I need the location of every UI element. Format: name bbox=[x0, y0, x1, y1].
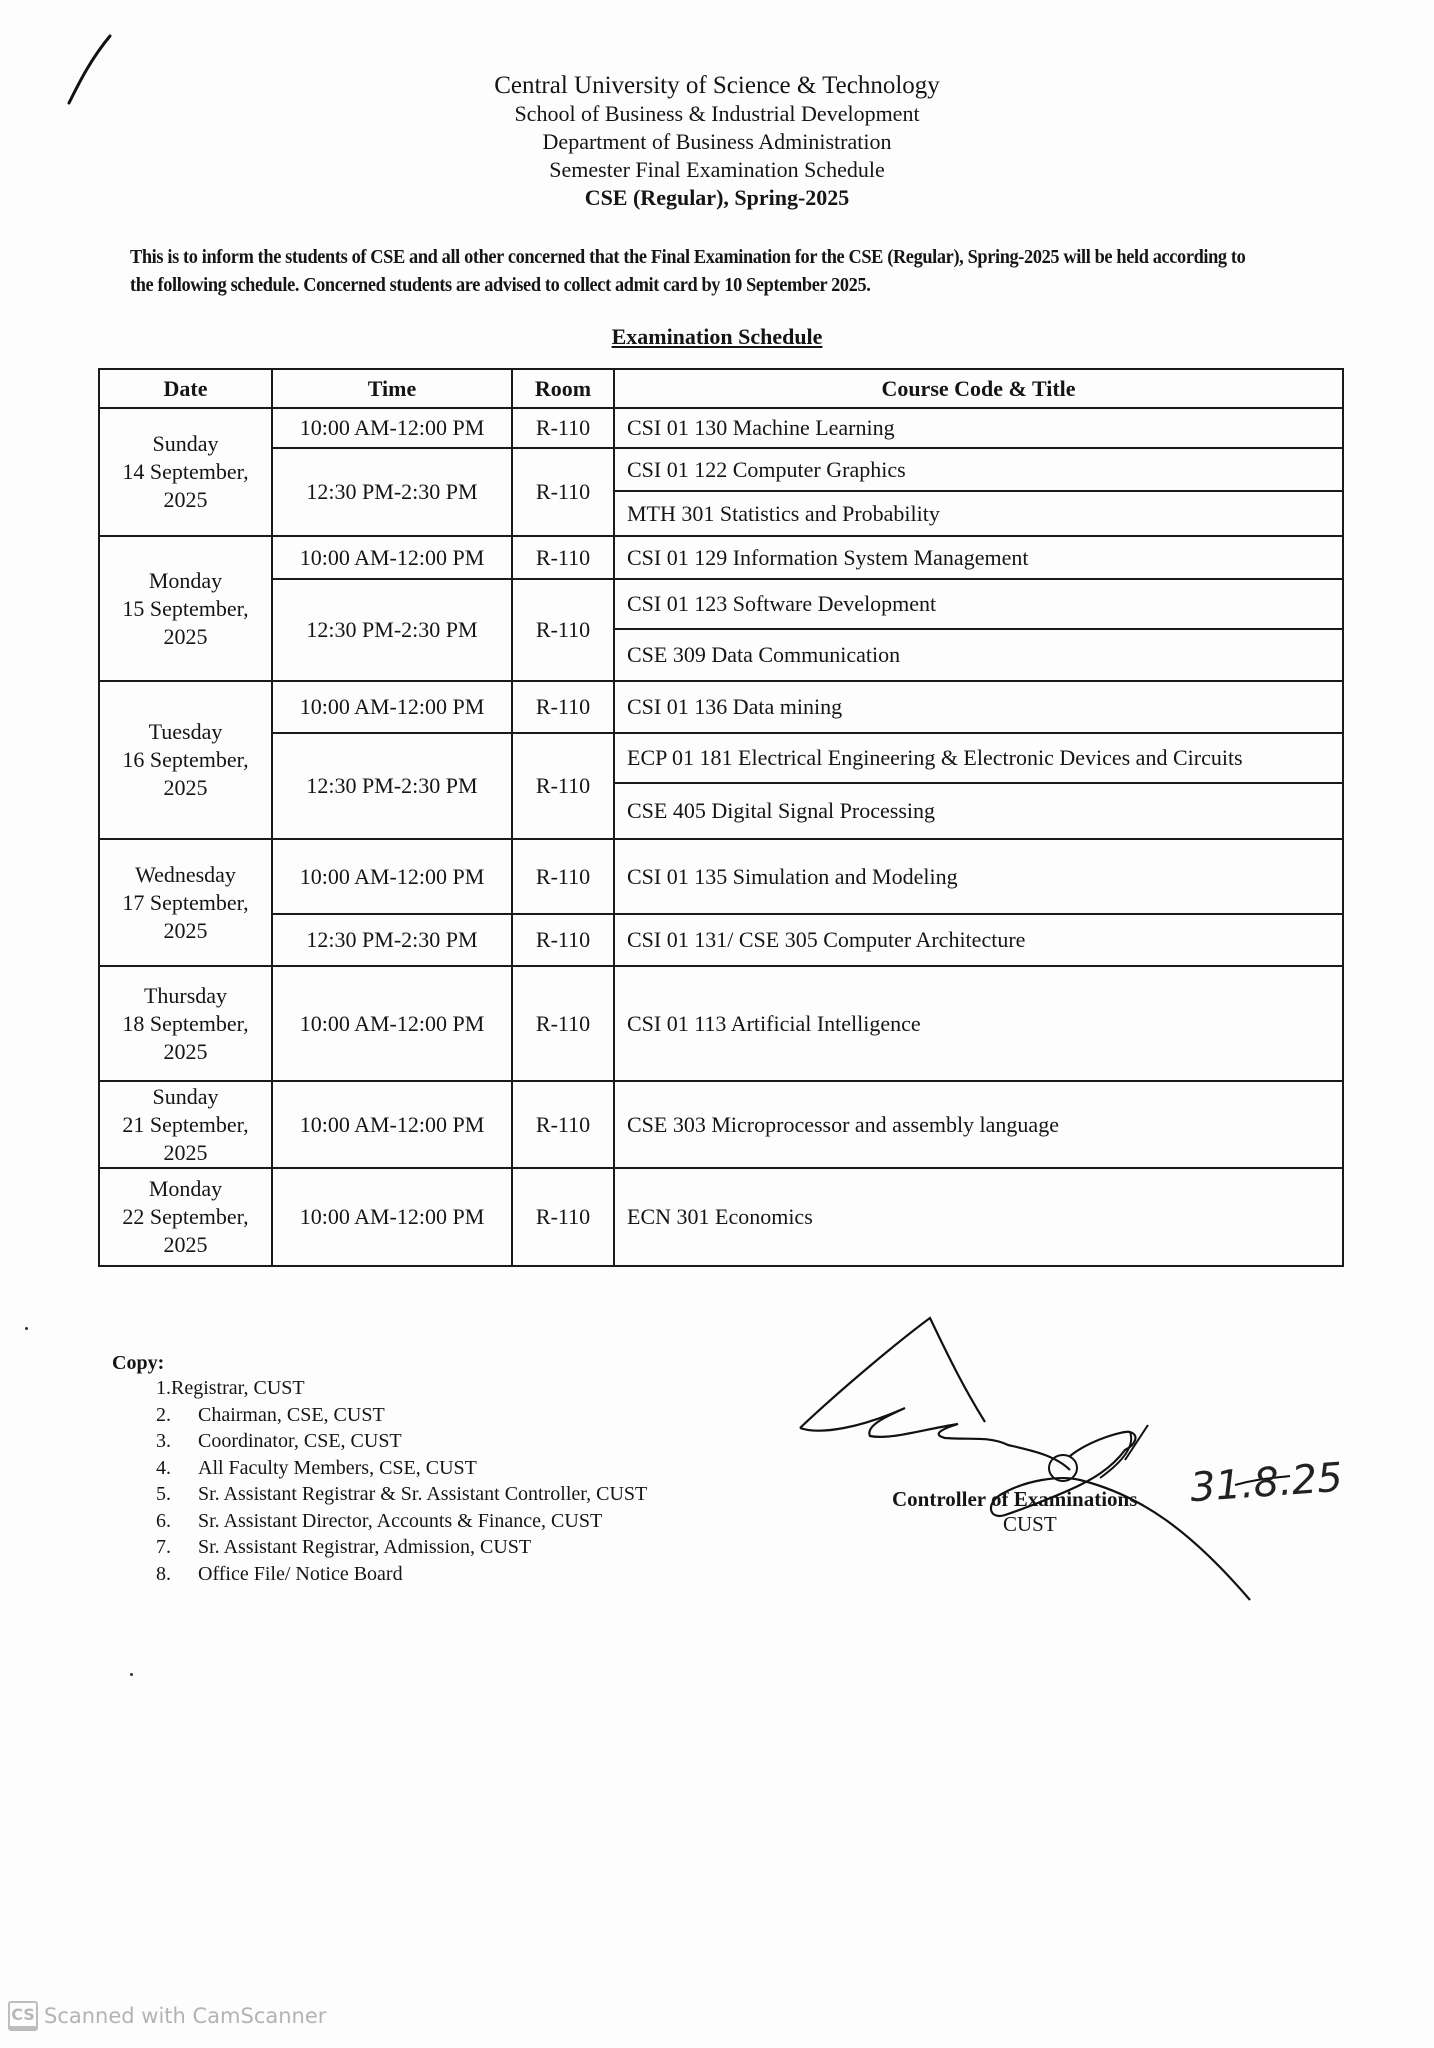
exam-date-cell bbox=[99, 536, 272, 681]
exam-date: 22 September, bbox=[122, 1204, 249, 1229]
exam-day: Thursday bbox=[143, 982, 228, 1008]
exam-time: 10:00 AM-12:00 PM bbox=[272, 536, 512, 579]
exam-time: 10:00 AM-12:00 PM bbox=[272, 1168, 512, 1266]
exam-time: 12:30 PM-2:30 PM bbox=[272, 914, 512, 966]
exam-year: 2025 bbox=[163, 1038, 208, 1064]
table-row bbox=[99, 408, 1343, 448]
exam-time: 12:30 PM-2:30 PM bbox=[272, 579, 512, 681]
document-header bbox=[0, 72, 1434, 212]
table-row bbox=[99, 579, 1343, 629]
exam-date: 14 September, bbox=[122, 459, 249, 484]
notice-text: This is to inform the students of CSE and all other concerned that the Final Examination for the CSE (Regular), Spring-2025 will be held according to the following schedule. Concerned students are advised to collect admit card by bbox=[130, 247, 1246, 296]
copy-recipient-number: 8. bbox=[156, 1562, 171, 1585]
exam-course: MTH 301 Statistics and Probability bbox=[614, 491, 1343, 536]
exam-year: 2025 bbox=[163, 917, 208, 943]
exam-date: 15 September, bbox=[122, 595, 249, 621]
exam-room: R-110 bbox=[512, 681, 614, 733]
copy-recipient bbox=[112, 1375, 647, 1402]
exam-time: 10:00 AM-12:00 PM bbox=[272, 408, 512, 448]
table-row bbox=[99, 914, 1343, 966]
copy-recipient-text: Chairman, CSE, CUST bbox=[198, 1403, 385, 1426]
exam-course: CSI 01 135 Simulation and Modeling bbox=[614, 839, 1343, 914]
exam-room: R-110 bbox=[512, 839, 614, 914]
exam-date-cell bbox=[99, 1168, 272, 1266]
copy-recipient bbox=[112, 1455, 647, 1482]
exam-year: 2025 bbox=[163, 623, 208, 649]
exam-course: CSI 01 129 Information System Management bbox=[614, 536, 1343, 579]
copy-recipient-text: Registrar, CUST bbox=[171, 1377, 305, 1399]
copy-distribution-list bbox=[112, 1352, 647, 1587]
signatory-organization: CUST bbox=[1003, 1512, 1057, 1536]
exam-day: Monday bbox=[148, 567, 223, 593]
exam-date: 17 September, bbox=[122, 889, 249, 915]
copy-label: Copy: bbox=[112, 1352, 165, 1374]
notice-end: . bbox=[866, 275, 871, 296]
signatory-title: Controller of Examinations bbox=[892, 1487, 1138, 1511]
copy-recipient bbox=[112, 1561, 647, 1588]
department-name: Department of Business Administration bbox=[542, 129, 892, 154]
exam-year: 2025 bbox=[163, 775, 208, 800]
exam-room: R-110 bbox=[512, 448, 614, 536]
table-row bbox=[99, 681, 1343, 733]
exam-time: 10:00 AM-12:00 PM bbox=[272, 839, 512, 914]
exam-time: 10:00 AM-12:00 PM bbox=[272, 1081, 512, 1168]
copy-recipient-number: 5. bbox=[156, 1483, 171, 1505]
exam-course: CSE 303 Microprocessor and assembly language bbox=[614, 1081, 1343, 1168]
exam-course: CSI 01 123 Software Development bbox=[614, 579, 1343, 629]
exam-room: R-110 bbox=[512, 579, 614, 681]
examination-schedule-table bbox=[98, 368, 1344, 1267]
exam-year: 2025 bbox=[163, 487, 208, 512]
copy-recipient-text: All Faculty Members, CSE, CUST bbox=[198, 1456, 477, 1479]
exam-day: Sunday bbox=[152, 431, 219, 456]
table-row bbox=[99, 733, 1343, 783]
copy-recipient-text: Sr. Assistant Registrar, Admission, CUST bbox=[198, 1536, 532, 1558]
column-header-date: Date bbox=[99, 369, 272, 408]
handwritten-signature-date: 31.8.25 bbox=[1188, 1454, 1345, 1512]
exam-date-cell bbox=[99, 839, 272, 966]
table-row bbox=[99, 448, 1343, 491]
exam-day: Tuesday bbox=[148, 719, 223, 744]
exam-date: 21 September, bbox=[122, 1111, 249, 1137]
exam-course: ECP 01 181 Electrical Engineering & Electronic Devices and Circuits bbox=[614, 733, 1343, 783]
copy-recipients bbox=[112, 1375, 647, 1587]
exam-course: CSI 01 136 Data mining bbox=[614, 681, 1343, 733]
table-row bbox=[99, 966, 1343, 1081]
exam-day: Monday bbox=[148, 1176, 223, 1201]
document-title: Semester Final Examination Schedule bbox=[549, 157, 885, 182]
exam-day: Wednesday bbox=[135, 861, 236, 887]
school-name: School of Business & Industrial Development bbox=[514, 101, 920, 126]
exam-day: Sunday bbox=[152, 1083, 219, 1109]
exam-course: ECN 301 Economics bbox=[614, 1168, 1343, 1266]
exam-year: 2025 bbox=[163, 1232, 208, 1257]
exam-date: 18 September, bbox=[122, 1010, 249, 1036]
exam-room: R-110 bbox=[512, 914, 614, 966]
exam-time: 12:30 PM-2:30 PM bbox=[272, 448, 512, 536]
exam-course: CSI 01 131/ CSE 305 Computer Architecture bbox=[614, 914, 1343, 966]
university-name: Central University of Science & Technology bbox=[494, 72, 940, 99]
copy-recipient-text: Sr. Assistant Director, Accounts & Finance, CUST bbox=[198, 1509, 603, 1532]
exam-course: CSE 405 Digital Signal Processing bbox=[614, 783, 1343, 839]
exam-date-cell bbox=[99, 408, 272, 536]
copy-recipient-number: 2. bbox=[156, 1403, 171, 1426]
exam-course: CSI 01 113 Artificial Intelligence bbox=[614, 966, 1343, 1081]
copy-recipient-number: 4. bbox=[156, 1456, 171, 1479]
exam-room: R-110 bbox=[512, 1081, 614, 1168]
program-title: CSE (Regular), Spring-2025 bbox=[584, 185, 850, 210]
exam-course: CSE 309 Data Communication bbox=[614, 629, 1343, 681]
notice-paragraph bbox=[130, 244, 1258, 300]
copy-recipient bbox=[112, 1508, 647, 1535]
column-header-room: Room bbox=[512, 369, 614, 408]
exam-year: 2025 bbox=[163, 1139, 208, 1165]
camscanner-text: Scanned with CamScanner bbox=[44, 2004, 327, 2028]
copy-recipient-number: 3. bbox=[156, 1430, 171, 1452]
copy-recipient bbox=[112, 1428, 647, 1455]
exam-room: R-110 bbox=[512, 733, 614, 839]
exam-date: 16 September, bbox=[122, 747, 249, 772]
exam-date-cell bbox=[99, 1081, 272, 1168]
copy-recipient-text: Sr. Assistant Registrar & Sr. Assistant Controller, CUST bbox=[198, 1483, 648, 1505]
copy-recipient bbox=[112, 1481, 647, 1508]
camscanner-watermark bbox=[8, 2000, 326, 2032]
table-row bbox=[99, 1081, 1343, 1168]
schedule-title: Examination Schedule bbox=[611, 324, 823, 349]
exam-room: R-110 bbox=[512, 536, 614, 579]
exam-room: R-110 bbox=[512, 966, 614, 1081]
copy-recipient-number: 1. bbox=[156, 1377, 171, 1399]
exam-course: CSI 01 122 Computer Graphics bbox=[614, 448, 1343, 491]
exam-time: 10:00 AM-12:00 PM bbox=[272, 681, 512, 733]
copy-recipient-number: 7. bbox=[156, 1536, 171, 1558]
column-header-course: Course Code & Title bbox=[614, 369, 1343, 408]
exam-room: R-110 bbox=[512, 1168, 614, 1266]
table-header-row bbox=[99, 369, 1343, 408]
scan-speck bbox=[130, 1673, 133, 1676]
exam-room: R-110 bbox=[512, 408, 614, 448]
copy-recipient-number: 6. bbox=[156, 1509, 171, 1532]
copy-recipient-text: Coordinator, CSE, CUST bbox=[198, 1430, 402, 1452]
table-row bbox=[99, 1168, 1343, 1266]
exam-time: 10:00 AM-12:00 PM bbox=[272, 966, 512, 1081]
table-row bbox=[99, 536, 1343, 579]
exam-date-cell bbox=[99, 681, 272, 839]
column-header-time: Time bbox=[272, 369, 512, 408]
copy-recipient bbox=[112, 1402, 647, 1429]
scan-speck bbox=[25, 1327, 28, 1330]
copy-recipient-text: Office File/ Notice Board bbox=[198, 1562, 403, 1585]
exam-date-cell bbox=[99, 966, 272, 1081]
exam-time: 12:30 PM-2:30 PM bbox=[272, 733, 512, 839]
camscanner-logo-icon: CS bbox=[8, 2001, 38, 2031]
exam-course: CSI 01 130 Machine Learning bbox=[614, 408, 1343, 448]
table-row bbox=[99, 839, 1343, 914]
copy-recipient bbox=[112, 1534, 647, 1561]
admit-card-deadline: 10 September 2025 bbox=[724, 275, 867, 296]
